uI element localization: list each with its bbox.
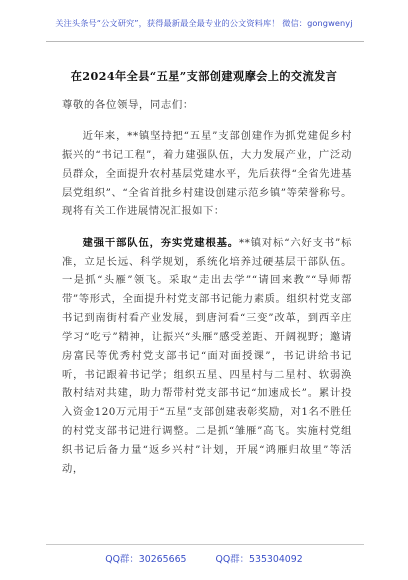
paragraph-body: **镇对标“六好支书”标准，立足长远、科学规划，系统化培养过硬基层干部队伍。一是抓“头雁”领飞。采取“走出去学”“请回来教”“导师帮带”等形式，全面提升村党支部书记能力素质。组织村党支部书记到南街村看产业发展，到唐河看“三变”改革，到西辛庄学习“吃亏”精神，让振兴“头雁”感受差距、开阔视野；邀请房富民等优秀村党支部书记“面对面授课”，书记讲给书记听，书记跟着书记学；组织五星、四星村与二星村、软弱涣散村结对共建，助力帮带村党支部书记“加速成长”。累计投入资金120万元用于“五星”支部创建表彰奖励，对1名不胜任的村党支部书记进行调整。二是抓“雏雁”高飞。实施村党组织书记后备力量“返乡兴村”计划，开展“鸿雁归故里”等活动，	[62, 236, 352, 475]
qq-group-2[interactable]: QQ群：535304092	[215, 554, 303, 565]
document-body	[62, 127, 352, 491]
footer-divider	[46, 544, 364, 545]
paragraph-team-building	[62, 234, 352, 479]
header-divider	[46, 41, 364, 42]
paragraph-heading: 建强干部队伍，夯实党建根基。	[82, 236, 239, 249]
qq-group-1[interactable]: QQ群：30265665	[105, 554, 187, 565]
footer-contact	[0, 551, 408, 565]
salutation: 尊敬的各位领导，同志们：	[62, 99, 194, 111]
paragraph-intro: 近年来，**镇坚持把“五星”支部创建作为抓党建促乡村振兴的“书记工程”，着力建强队伍，大力发展产业，广泛动员群众，全面提升农村基层党建水平，先后获得“全省先进基层党组织”、“全省首批乡村建设创建示范乡镇”等荣誉称号。现将有关工作进展情况汇报如下：	[62, 130, 352, 218]
header-banner[interactable]: 关注头条号“公文研究”，获得最新最全最专业的公文资料库！ 微信：gongwenyj	[55, 18, 353, 28]
document-title: 在2024年全县“五星”支部创建观摩会上的交流发言	[70, 69, 338, 83]
